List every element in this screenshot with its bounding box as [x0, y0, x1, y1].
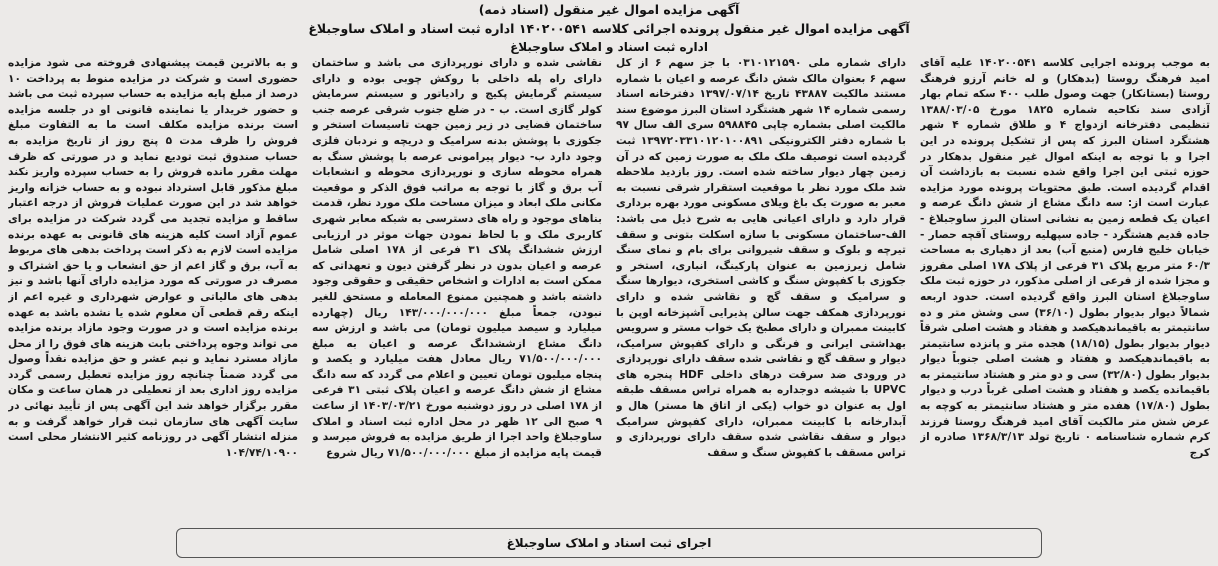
- text-column-4: و به بالاترین قیمت پیشنهادی فروخته می شود مزایده حضوری است و شرکت در مزایده منوط به پرداخت ۱۰ درصد از مبلغ پایه مزایده به حساب سپرده ثبت می باشد و حضور خریدار یا نماینده قانونی او در جلسه مزایده است برنده مزایده مکلف است ما به التفاوت مبلغ فروش را ظرف مدت ۵ پنج روز از تاریخ مزایده به حساب صندوق ثبت تودیع نماید و در صورتی که ظرف مهلت مقرر مانده فروش را به حساب سپرده واریز نکند مبلغ مذکور قابل استرداد نبوده و به حساب خزانه واریز خواهد شد در این صورت عملیات فروش از درجه اعتبار ساقط و مزایده تجدید می گردد شرکت در مزایده برای عموم آزاد است کلیه هزینه های قانونی به عهده برنده مزایده است لازم به ذکر است پرداخت بدهی های مربوط به آب، برق و گاز اعم از حق انشعاب و یا حق اشتراک و مصرف در صورتی که مورد مزایده دارای آنها باشد و نیز بدهی های مالیاتی و عوارض شهرداری و غیره اعم از اینکه رقم قطعی آن معلوم شده یا نشده باشد به عهده برنده مزایده است و در صورت وجود مازاد برنده مزایده می تواند وجوه پرداختی بابت هزینه های فوق را از محل مازاد مسترد نماید و نیم عشر و حق مزایده نقداً وصول می گردد ضمناً چنانچه روز مزایده تعطیل رسمی گردد مزایده روز اداری بعد از تعطیلی در همان ساعت و مکان مقرر برگزار خواهد شد این آگهی پس از تأیید نهائی در سایت آگهی های سازمان ثبت قرار خواهد گرفت و به منزله انتشار آگهی در روزنامه کثیر الانتشار محلی است ۱۰۴/۷۴/۱۰۹۰۰: [8, 57, 298, 459]
- text-column-2: دارای شماره ملی ۰۳۱۰۱۲۱۵۹۰ با جز سهم ۶ از کل سهم ۶ بعنوان مالک شش دانگ عرصه و اعیان با شماره مستند مالکیت ۴۳۸۸۷ تاریخ ۱۳۹۷/۰۷/۱۴ دفترخانه اسناد رسمی شماره ۱۴ شهر هشتگرد استان البرز موضوع سند مالکیت اصلی بشماره چاپی ۵۹۸۸۴۵ سری الف سال ۹۷ با شماره دفتر الکترونیکی ۱۳۹۷۲۰۳۳۱۰۱۲۰۱۰۰۸۹۱ ثبت گردیده است توصیف ملک ملک به صورت زمین که در آن زمین چهار دیوار ساخته شده است. روز بازدید ملاحظه شد ملک مورد نظر با موقعیت استقرار شرقی نسبت به معبر به صورت یک باغ ویلای مسکونی مورد بهره برداری قرار دارد و دارای اعیانی هایی به شرح ذیل می باشد: الف-ساختمان مسکونی با سازه اسکلت بتونی و سقف تیرچه و بلوک و سقف شیروانی برای بام و نمای سنگ شامل زیرزمین به عنوان پارکینگ، انباری، استخر و جکوزی با کفپوش سنگ و کاشی استخری، دیوارها سنگ و سرامیک و سقف گچ و نقاشی شده و دارای نورپردازی همکف جهت سالن پذیرایی آشپزخانه اوپن با کابینت ممبران و دارای مطبخ یک خواب مستر و سرویس بهداشتی ایرانی و فرنگی و دارای کفپوش سرامیک، دیوار و سقف گچ و نقاشی شده سقف دارای نورپردازی در ورودی ضد سرقت درهای داخلی HDF پنجره های UPVC با شیشه دوجداره به همراه تراس مسقف طبقه اول به عنوان دو خواب (یکی از اتاق ها مستر) هال و آبدارخانه با کابینت ممبران، دارای کفپوش سرامیک دیوار و سقف نقاشی شده سقف دارای نورپردازی و تراس مسقف با کفپوش سنگ و سقف: [616, 57, 906, 459]
- notice-body: [8, 56, 1210, 520]
- text-column-1: به موجب پرونده اجرایی کلاسه ۱۴۰۲۰۰۵۴۱ علیه آقای امید فرهنگ روستا (بدهکار) و له خانم آرزو فرهنگ روستا (بستانکار) جهت وصول طلب ۴۰۰ سکه تمام بهار آزادی سند نکاحیه شماره ۱۸۲۵ مورخ ۱۳۸۸/۰۳/۰۵ تنظیمی دفترخانه ازدواج ۴ و طلاق شماره ۴ شهر هشتگرد استان البرز که پس از تشکیل پرونده در این اجرا و با توجه به اینکه اموال غیر منقول بدهکار در حوزه ثبتی این اجرا واقع شده نسبت به بازداشت آن اقدام گردیده است. طبق محتویات پرونده مورد مزایده عبارت است از: سه دانگ مشاع از شش دانگ عرصه و اعیان یک قطعه زمین به نشانی استان البرز ساوجبلاغ - جاده قدیم هشتگرد - جاده سپهلیه روستای آقچه حصار - خیابان خلیج فارس (منبع آب) بعد از دهیاری به مساحت ۶۰/۳ متر مربع پلاک ۳۱ فرعی از پلاک ۱۷۸ اصلی مفروز و مجزا شده از فرعی از اصلی مذکور، در حوزه ثبت ملک ساوجبلاغ استان البرز واقع گردیده است. حدود اربعه شمالاً دیوار بدیوار بطول (۳۶/۱۰) سی وشش متر و ده سانتیمتر به باقیماندهیکصد و هفتاد و هشت اصلی شرقاً دیوار بدیوار بطول (۱۸/۱۵) هجده متر و پانزده سانتیمتر به باقیماندهیکصد و هفتاد و هشت اصلی جنوباً دیوار بدیوار بطول (۳۲/۸۰) سی و دو متر و هشتاد سانتیمتر به باقیمانده یکصد و هفتاد و هشت اصلی غرباً درب و دیوار بطول (۱۷/۸۰) هفده متر و هشتاد سانتیمتر به کوچه به عرض شش متر مالکیت آقای امید فرهنگ روستا فرزند کرم شماره شناسنامه ۰ تاریخ تولد ۱۳۶۸/۳/۱۳ صادره از کرج: [920, 57, 1210, 459]
- footer-signature: اجرای ثبت اسناد و املاک ساوجبلاغ: [176, 528, 1042, 558]
- text-column-3: نقاشی شده و دارای نورپردازی می باشد و ساختمان دارای راه پله داخلی با روکش چوبی بوده و دارای سیستم گرمایش پکیج و رادیاتور و سیستم سرمایش کولر گازی است. ب - در ضلع جنوب شرقی عرصه جنب ساختمان فضایی در زیر زمین جهت تاسیسات استخر و جکوزی با پوشش بدنه سرامیک و دریچه و نردبان فلزی وجود دارد ب- دیوار پیرامونی عرصه با پوشش سنگ به همراه محوطه سازی و نورپردازی محوطه و انشعابات آب برق و گاز با توجه به مراتب فوق الذکر و موقعیت مکانی ملک ابعاد و میزان مساحت ملک مورد نظر، قدمت بناهای موجود و راه های دسترسی به شبکه معابر شهری کاربری ملک و با لحاظ نمودن جهات موثر در ارزیابی ارزش ششدانگ پلاک ۳۱ فرعی از ۱۷۸ اصلی شامل عرصه و اعیان بدون در نظر گرفتن دیون و تعهداتی که ممکن است به ادارات و اشخاص حقیقی و حقوقی وجود داشته باشد و همچنین ممنوع المعامله و مستحق للغیر نبودن، جمعاً مبلغ ۱۴۳/۰۰۰/۰۰۰/۰۰۰ ریال (چهارده میلیارد و سیصد میلیون تومان) می باشد و ارزش سه دانگ مشاع ازششدانگ عرصه و اعیان به مبلغ ۷۱/۵۰۰/۰۰۰/۰۰۰ ریال معادل هفت میلیارد و یکصد و پنجاه میلیون تومان تعیین و اعلام می گردد که سه دانگ مشاع از شش دانگ عرصه و اعیان پلاک ثبتی ۳۱ فرعی از ۱۷۸ اصلی در روز دوشنبه مورخ ۱۴۰۳/۰۳/۲۱ از ساعت ۹ صبح الی ۱۲ ظهر در محل اداره ثبت اسناد و املاک ساوجبلاغ واحد اجرا از طریق مزایده به فروش میرسد و قیمت پایه مزایده از مبلغ ۷۱/۵۰۰/۰۰۰/۰۰۰ ریال شروع: [312, 57, 602, 459]
- notice-office: اداره ثبت اسناد و املاک ساوجبلاغ: [510, 40, 708, 54]
- notice-title: آگهی مزایده اموال غیر منقول (اسناد ذمه): [478, 2, 740, 17]
- notice-subtitle: آگهی مزایده اموال غیر منقول پرونده اجرائی کلاسه ۱۴۰۲۰۰۵۴۱ اداره ثبت اسناد و املاک ساوجبلاغ: [308, 21, 910, 36]
